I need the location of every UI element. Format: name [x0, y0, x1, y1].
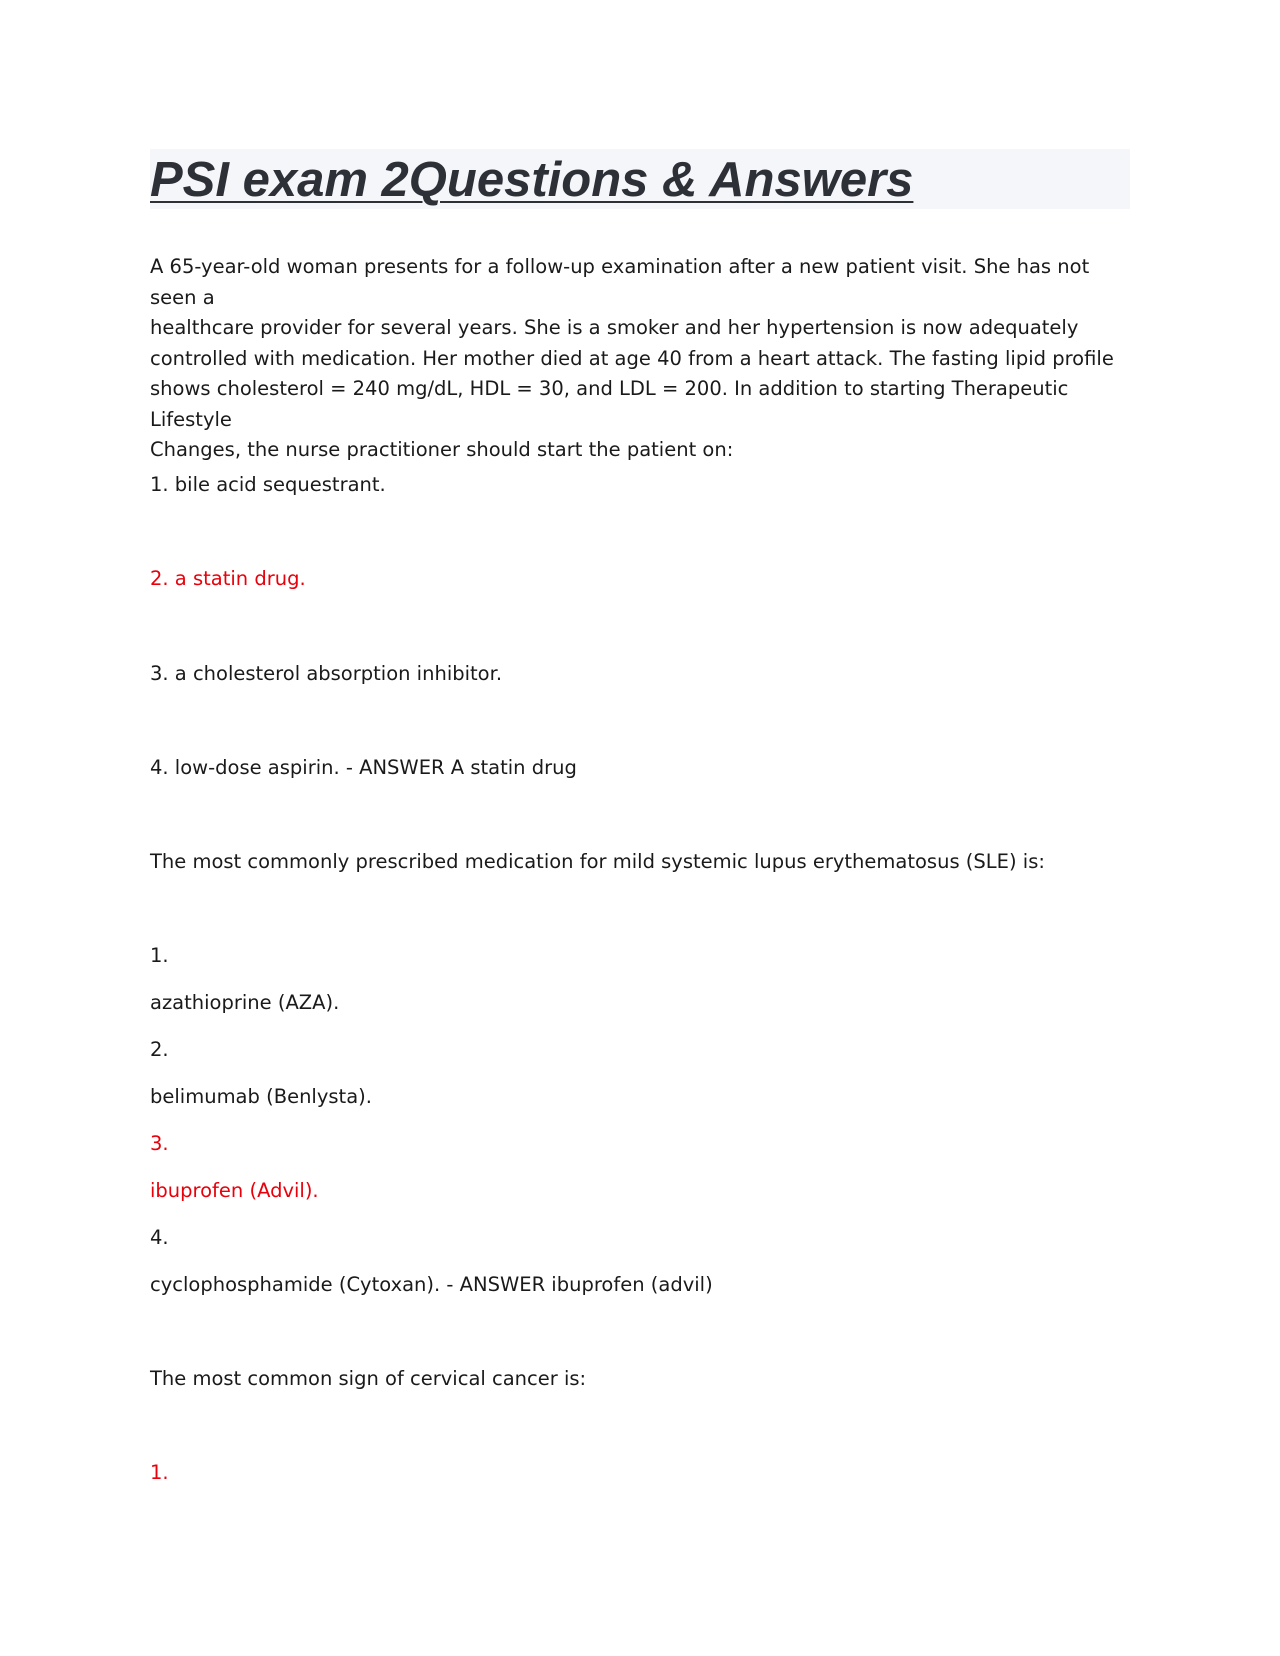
question-1-stem-line: Changes, the nurse practitioner should start the patient on:	[150, 438, 734, 461]
question-1-stem-line: shows cholesterol = 240 mg/dL, HDL = 30, and LDL = 200. In addition to starting Therapeutic Lifestyle	[150, 377, 1069, 431]
question-2-option-4-answer: cyclophosphamide (Cytoxan). - ANSWER ibuprofen (advil)	[150, 1273, 713, 1296]
question-1-stem-line: controlled with medication. Her mother died at age 40 from a heart attack. The fasting lipid profile	[150, 346, 1114, 370]
question-2-number-2: 2.	[150, 1038, 169, 1061]
question-1-option-2-correct: 2. a statin drug.	[150, 567, 306, 590]
question-2-stem: The most commonly prescribed medication for mild systemic lupus erythematosus (SLE) is:	[150, 850, 1045, 873]
question-2-number-4: 4.	[150, 1226, 169, 1249]
question-1-option-1: 1. bile acid sequestrant.	[150, 473, 386, 496]
question-2-option-3-correct: ibuprofen (Advil).	[150, 1179, 319, 1202]
question-1-stem-line: healthcare provider for several years. She is a smoker and her hypertension is now adequately	[150, 316, 1079, 339]
question-3-number-1-correct: 1.	[150, 1461, 169, 1484]
question-1-option-3: 3. a cholesterol absorption inhibitor.	[150, 662, 503, 685]
question-1-option-4-answer: 4. low-dose aspirin. - ANSWER A statin drug	[150, 756, 577, 779]
question-1-stem	[150, 252, 1130, 466]
question-2-number-1: 1.	[150, 944, 169, 967]
question-2-number-3-correct: 3.	[150, 1132, 169, 1155]
question-1-stem-line: A 65-year-old woman presents for a follow-up examination after a new patient visit. She has not seen a	[150, 255, 1090, 309]
question-3-stem: The most common sign of cervical cancer is:	[150, 1367, 587, 1390]
document-title: PSI exam 2Questions & Answers	[150, 153, 914, 207]
question-2-option-2: belimumab (Benlysta).	[150, 1085, 372, 1108]
question-2-option-1: azathioprine (AZA).	[150, 991, 340, 1014]
